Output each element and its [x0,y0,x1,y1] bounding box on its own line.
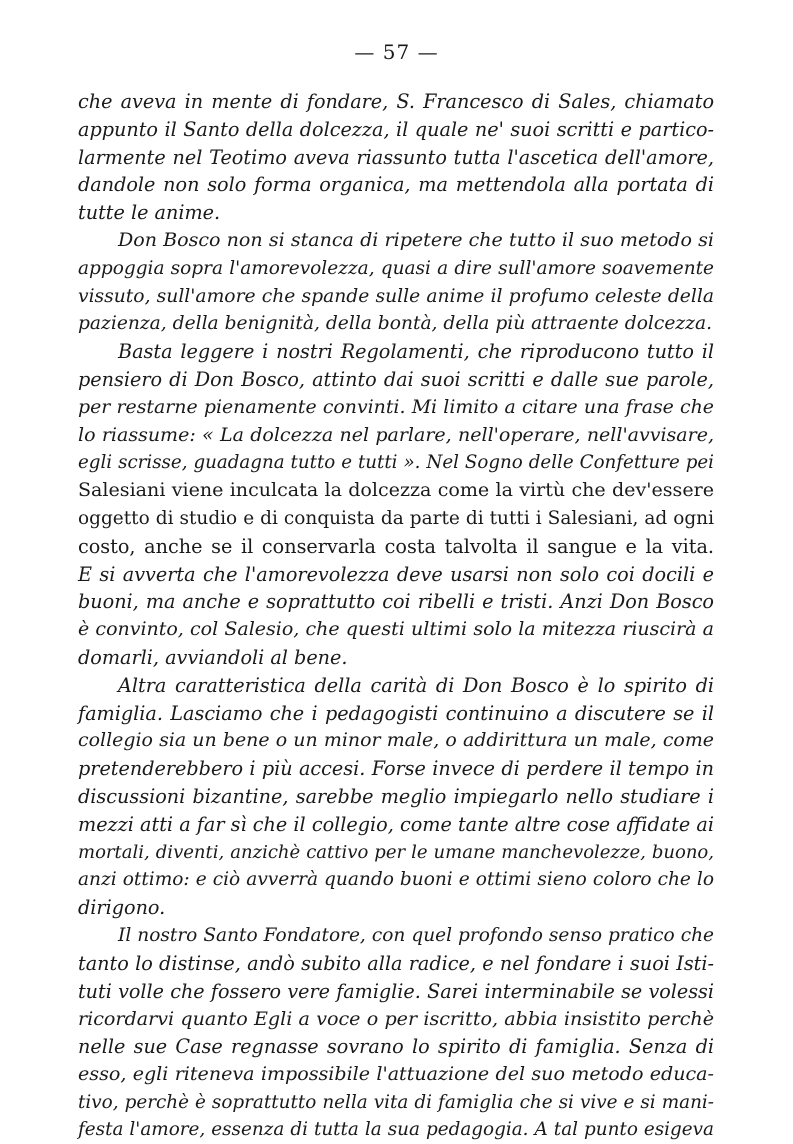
paragraph [78,672,714,922]
paragraph [78,88,714,227]
text-line: costo, anche se il conservarla costa talvolta il sangue e la vita. [78,534,714,558]
text-line: appunto il Santo della dolcezza, il quale ne' suoi scritti e partico- [78,117,714,141]
text-line: esso, egli riteneva impossibile l'attuazione del suo metodo educa- [78,1062,714,1085]
text-line: tanto lo distinse, andò subito alla radice, e nel fondare i suoi Isti- [78,951,714,975]
text-line: pretenderebbero i più accesi. Forse invece di perdere il tempo in [78,757,714,781]
page-number: — 57 — [354,40,439,64]
paragraph [78,338,714,672]
text-line: mortali, diventi, anzichè cattivo per le umane manchevolezze, buono, [78,841,714,863]
text-line: dirigono. [78,896,166,920]
text-line: ricordarvi quanto Egli a voce o per iscritto, abbia insistito perchè [78,1007,714,1031]
text-line: discussioni bizantine, sarebbe meglio impiegarlo nello studiare i [78,784,714,808]
text-line: Salesiani viene inculcata la dolcezza come la virtù che dev'essere [78,479,714,502]
text-line: mezzi atti a far sì che il collegio, come tante altre cose affidate ai [78,812,714,836]
text-line: collegio sia un bene o un minor male, o addirittura un male, come [78,729,714,752]
text-line: larmente nel Teotimo aveva riassunto tutta l'ascetica dell'amore, [78,145,714,169]
text-line: lo riassume: « La dolcezza nel parlare, nell'operare, nell'avvisare, [78,423,714,446]
text-line: dandole non solo forma organica, ma mettendola alla portata di [78,173,714,197]
text-line: nelle sue Case regnasse sovrano lo spirito di famiglia. Senza di [78,1035,714,1059]
text-line: è convinto, col Salesio, che questi ultimi solo la mitezza riuscirà a [78,618,714,641]
text-line: Basta leggere i nostri Regolamenti, che riproducono tutto il [118,340,714,364]
text-line: pensiero di Don Bosco, attinto dai suoi scritti e dalle sue parole, [78,367,714,391]
text-line: domarli, avviandoli al bene. [78,645,348,669]
paragraph [78,922,714,1144]
text-line: per restarne pienamente convinti. Mi limito a citare una frase che [78,395,714,418]
text-line: tuti volle che fossero vere famiglie. Sarei interminabile se volessi [78,979,714,1003]
text-line: tutte le anime. [78,201,221,225]
body-text [78,88,714,1144]
text-line: Don Bosco non si stanca di ripetere che tutto il suo metodo si [118,228,714,251]
text-line: vissuto, sull'amore che spande sulle anime il profumo celeste della [78,285,714,307]
text-line: E si avverta che l'amorevolezza deve usarsi non solo coi docili e [78,562,714,586]
text-line: anzi ottimo: e ciò avverrà quando buoni e ottimi sieno coloro che lo [78,869,714,891]
paragraph [78,227,714,338]
text-line: appoggia sopra l'amorevolezza, quasi a dire sull'amore soavemente [78,257,714,279]
text-line: che aveva in mente di fondare, S. Francesco di Sales, chiamato [78,90,714,113]
text-line: Il nostro Santo Fondatore, con quel profondo senso pratico che [118,924,714,946]
text-line: festa l'amore, essenza di tutta la sua pedagogia. A tal punto esigeva [78,1119,714,1141]
text-line: pazienza, della benignità, della bontà, della più attraente dolcezza. [78,313,713,335]
text-line: famiglia. Lasciamo che i pedagogisti continuino a discutere se il [78,701,714,725]
text-line: tivo, perchè è soprattutto nella vita di famiglia che si vive e si mani- [78,1091,714,1113]
text-line: buoni, ma anche e soprattutto coi ribelli e tristi. Anzi Don Bosco [78,590,714,614]
text-line: Altra caratteristica della carità di Don Bosco è lo spirito di [118,673,714,697]
text-line: egli scrisse, guadagna tutto e tutti ». Nel Sogno delle Confetture pei [78,452,714,474]
text-line: oggetto di studio e di conquista da parte di tutti i Salesiani, ad ogni [78,507,714,529]
